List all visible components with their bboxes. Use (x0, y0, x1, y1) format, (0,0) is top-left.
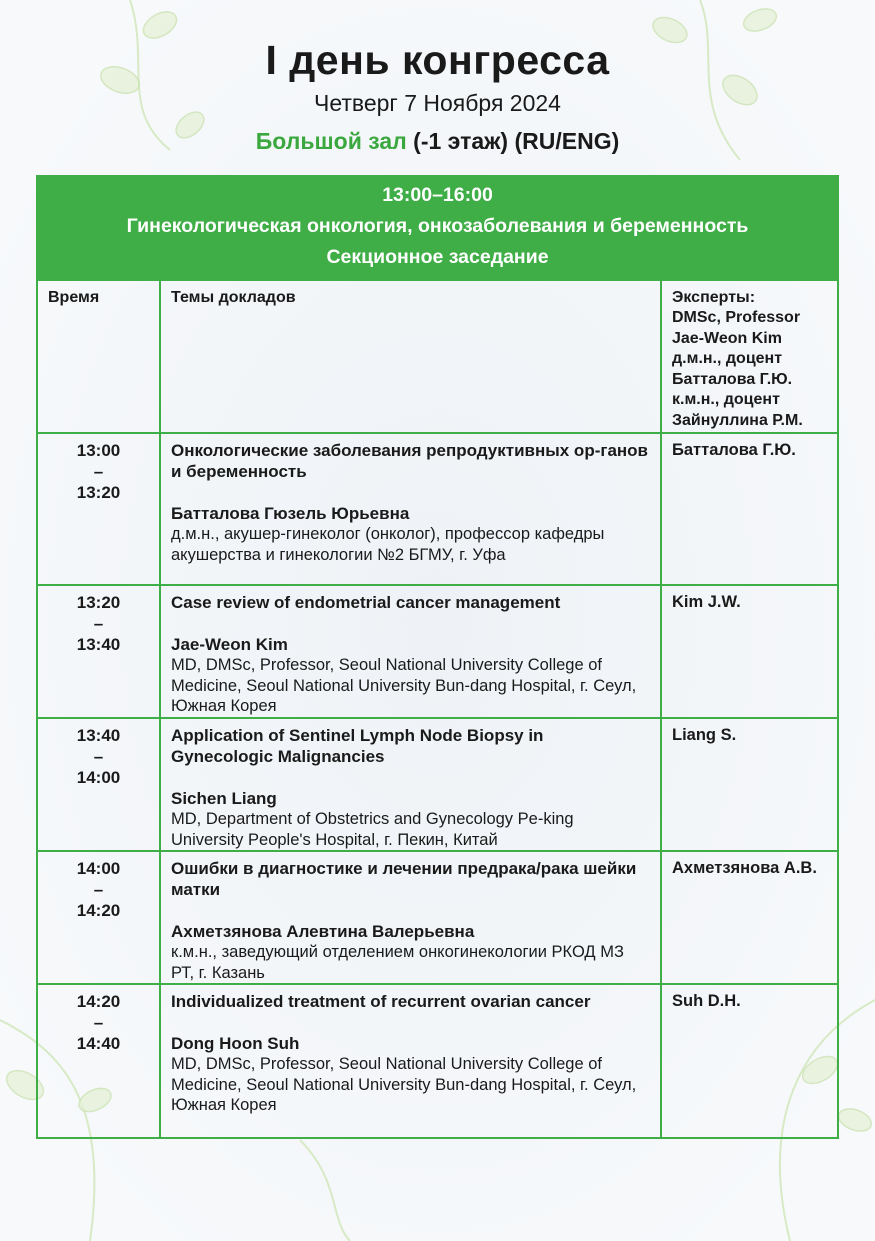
session-time: 13:00–16:00 (382, 184, 493, 206)
speaker-name: Sichen Liang (171, 789, 277, 808)
session-title: Гинекологическая онкология, онкозаболевания и беременность (126, 215, 749, 237)
expert-cell: Батталова Г.Ю. (661, 433, 838, 585)
column-header-time: Время (37, 280, 160, 433)
speaker-affiliation: MD, DMSc, Professor, Seoul National University College of Medicine, Seoul National University Bun-dang Hospital, г. Сеул, Южная Корея (171, 656, 637, 715)
talk-title: Individualized treatment of recurrent ovarian cancer (171, 992, 591, 1011)
hall-name: Большой зал (255, 128, 407, 154)
table-row (37, 718, 838, 851)
time-dash: – (93, 880, 104, 899)
time-cell (37, 984, 160, 1138)
end-time: 14:20 (76, 901, 121, 920)
schedule-table (36, 175, 839, 1139)
speaker-affiliation: д.м.н., акушер-гинеколог (онколог), профессор кафедры акушерства и гинекологии №2 БГМУ, г. Уфа (171, 525, 605, 564)
topic-cell (160, 851, 661, 984)
session-header-row (37, 176, 838, 280)
time-dash: – (93, 747, 104, 766)
time-dash: – (93, 462, 104, 481)
speaker-name: Батталова Гюзель Юрьевна (171, 504, 410, 523)
expert-cell: Kim J.W. (661, 585, 838, 718)
hall-details: (-1 этаж) (RU/ENG) (406, 128, 620, 154)
expert-line: DMSc, Professor (672, 309, 801, 326)
speaker-name: Ахметзянова Алевтина Валерьевна (171, 922, 475, 941)
end-time: 13:40 (76, 635, 121, 654)
end-time: 13:20 (76, 483, 121, 502)
speaker-affiliation: MD, Department of Obstetrics and Gynecology Pe-king University People's Hospital, г. Пекин, Китай (171, 810, 574, 849)
start-time: 14:00 (76, 859, 121, 878)
experts-list (672, 308, 827, 431)
time-dash: – (93, 1013, 104, 1032)
expert-cell: Suh D.H. (661, 984, 838, 1138)
topic-cell (160, 585, 661, 718)
expert-line: Jae-Weon Kim (672, 329, 782, 347)
talk-title: Application of Sentinel Lymph Node Biopsy in Gynecologic Malignancies (171, 726, 544, 766)
speaker-name: Jae-Weon Kim (171, 635, 288, 654)
time-cell (37, 718, 160, 851)
expert-line: Батталова Г.Ю. (672, 370, 793, 388)
talk-title: Онкологические заболевания репродуктивных ор-ганов и беременность (171, 441, 649, 481)
time-cell (37, 433, 160, 585)
topic-cell (160, 984, 661, 1138)
expert-line: к.м.н., доцент (672, 391, 780, 408)
end-time: 14:00 (76, 768, 121, 787)
table-row (37, 851, 838, 984)
topic-cell (160, 433, 661, 585)
expert-line: Зайнуллина Р.М. (672, 411, 803, 429)
expert-cell: Ахметзянова А.В. (661, 851, 838, 984)
start-time: 13:40 (76, 726, 121, 745)
speaker-affiliation: MD, DMSc, Professor, Seoul National University College of Medicine, Seoul National University Bun-dang Hospital, г. Сеул, Южная Корея (171, 1055, 637, 1114)
talk-title: Ошибки в диагностике и лечении предрака/рака шейки матки (171, 859, 637, 899)
hall-location (0, 126, 875, 156)
time-cell (37, 851, 160, 984)
start-time: 13:20 (76, 593, 121, 612)
topic-cell (160, 718, 661, 851)
time-dash: – (93, 614, 104, 633)
column-header-topics: Темы докладов (160, 280, 661, 433)
speaker-name: Dong Hoon Suh (171, 1034, 300, 1053)
end-time: 14:40 (76, 1034, 121, 1053)
expert-cell: Liang S. (661, 718, 838, 851)
table-row (37, 984, 838, 1138)
table-row (37, 585, 838, 718)
start-time: 14:20 (76, 992, 121, 1011)
session-type: Секционное заседание (326, 246, 549, 268)
talk-title: Case review of endometrial cancer management (171, 593, 561, 612)
expert-line: д.м.н., доцент (672, 350, 783, 367)
experts-label: Эксперты: (672, 289, 756, 306)
session-header (37, 176, 838, 280)
speaker-affiliation: к.м.н., заведующий отделением онкогинекологии РКОД МЗ РТ, г. Казань (171, 943, 624, 982)
page-title: I день конгресса (265, 37, 610, 83)
column-header-row (37, 280, 838, 433)
column-header-experts (661, 280, 838, 433)
time-cell (37, 585, 160, 718)
table-row (37, 433, 838, 585)
start-time: 13:00 (76, 441, 121, 460)
congress-date: Четверг 7 Ноября 2024 (314, 90, 561, 116)
